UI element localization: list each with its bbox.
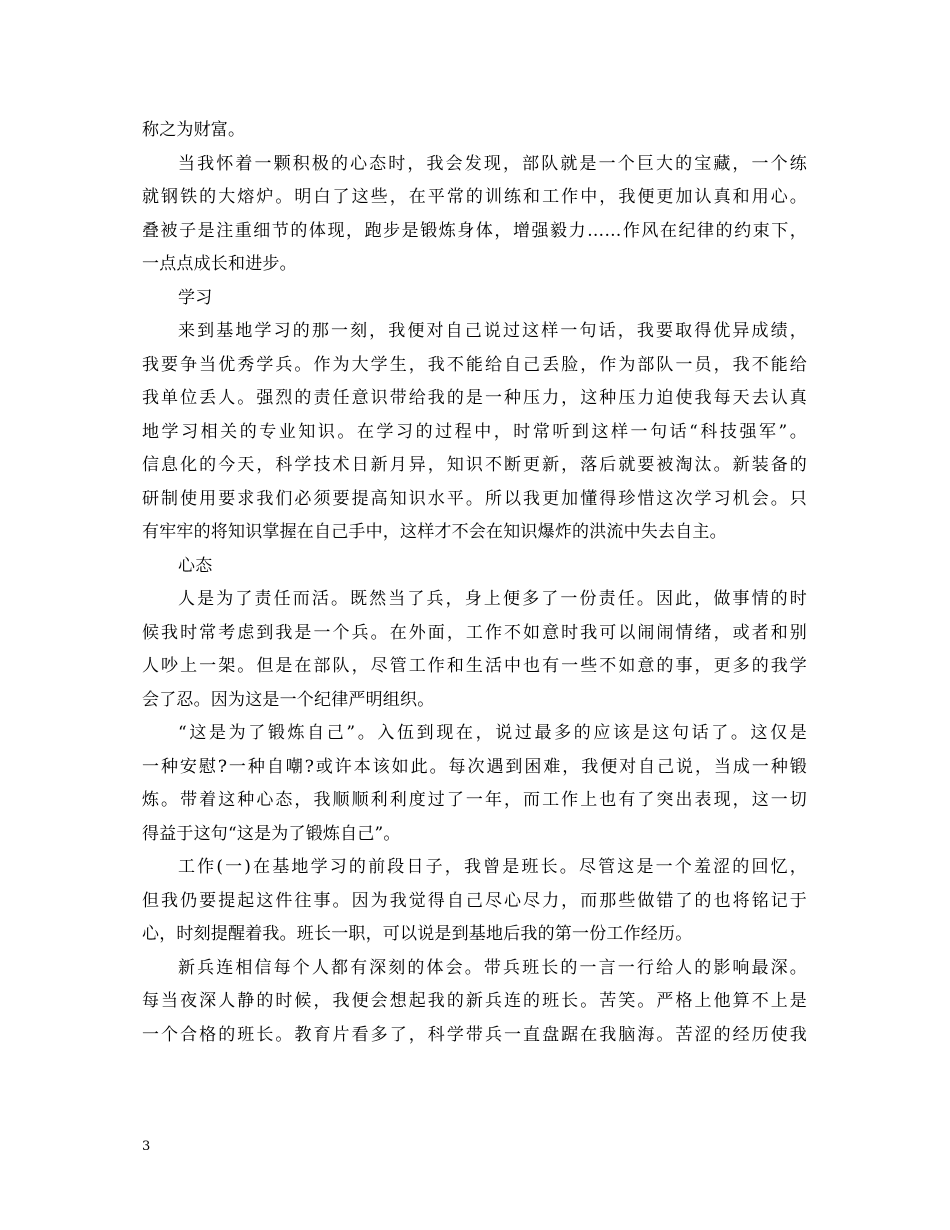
text-line: 一点点成长和进步。 [142,254,297,274]
page-number: 3 [142,1139,151,1154]
text-line: 但我仍要提起这件往事。因为我觉得自己尽心尽力，而那些做错了的也将铭记于 [142,890,807,911]
text-line: 叠被子是注重细节的体现，跑步是锻炼身体，增强毅力……作风在纪律的约束下， [142,220,807,241]
text-line: 心态 [178,555,213,576]
text-line: “这是为了锻炼自己”。入伍到现在，说过最多的应该是这句话了。这仅是 [178,723,807,743]
text-line: 新兵连相信每个人都有深刻的体会。带兵班长的一言一行给人的影响最深。 [178,957,807,978]
text-line: 候我时常考虑到我是一个兵。在外面，工作不如意时我可以闹闹情绪，或者和别 [142,622,807,643]
text-line: 我单位丢人。强烈的责任意识带给我的是一种压力，这种压力迫使我每天去认真 [142,388,807,408]
text-line: 有牢牢的将知识掌握在自己手中，这样才不会在知识爆炸的洪流中失去自主。 [142,522,727,542]
text-line: 信息化的今天，科学技术日新月异，知识不断更新，落后就要被淘汰。新装备的 [142,455,807,475]
text-line: 心，时刻提醒着我。班长一职，可以说是到基地后我的第一份工作经历。 [142,924,693,944]
text-line: 炼。带着这种心态，我顺顺利利度过了一年，而工作上也有了突出表现，这一切 [142,790,807,810]
text-line: 得益于这句“这是为了锻炼自己”。 [142,823,401,844]
text-line: 就钢铁的大熔炉。明白了这些，在平常的训练和工作中，我便更加认真和用心。 [142,187,807,207]
text-line: 一种安慰?一种自嘲?或许本该如此。每次遇到困难，我便对自己说，当成一种锻 [142,756,807,777]
text-line: 人是为了责任而活。既然当了兵，身上便多了一份责任。因此，做事情的时 [178,589,807,609]
text-line: 学习 [178,287,213,308]
text-line: 称之为财富。 [142,120,246,140]
text-line: 每当夜深人静的时候，我便会想起我的新兵连的班长。苦笑。严格上他算不上是 [142,991,807,1011]
document-body [142,114,807,1052]
text-line: 研制使用要求我们必须要提高知识水平。所以我更加懂得珍惜这次学习机会。只 [142,488,807,509]
text-line: 来到基地学习的那一刻，我便对自己说过这样一句话，我要取得优异成绩， [178,321,807,341]
text-line: 地学习相关的专业知识。在学习的过程中，时常听到这样一句话“科技强军”。 [142,421,807,442]
text-line: 我要争当优秀学兵。作为大学生，我不能给自己丢脸，作为部队一员，我不能给 [142,354,807,375]
text-line: 人吵上一架。但是在部队，尽管工作和生活中也有一些不如意的事，更多的我学 [142,656,807,676]
text-line: 工作(一)在基地学习的前段日子，我曾是班长。尽管这是一个羞涩的回忆， [178,857,807,877]
text-line: 一个合格的班长。教育片看多了，科学带兵一直盘踞在我脑海。苦涩的经历使我 [142,1024,807,1045]
text-line: 会了忍。因为这是一个纪律严明组织。 [142,689,435,710]
text-line: 当我怀着一颗积极的心态时，我会发现，部队就是一个巨大的宝藏，一个练 [178,153,807,174]
